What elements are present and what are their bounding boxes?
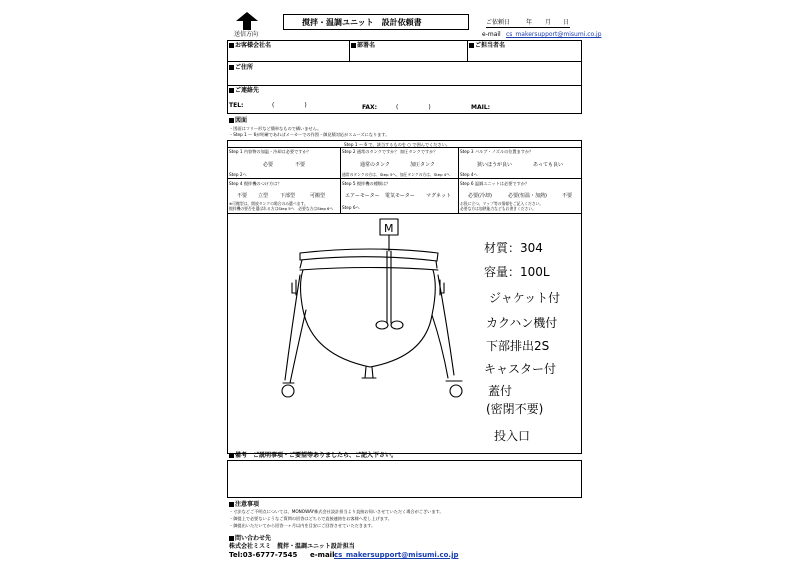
step6-question: Step 6 温調ユニットは必要ですか？ xyxy=(460,181,530,186)
contact-email-link[interactable]: cs_makersupport@misumi.co.jp xyxy=(334,551,459,559)
date-underline xyxy=(486,27,570,28)
step1-option-not-required[interactable]: 不要 xyxy=(295,162,306,168)
date-day: 日 xyxy=(563,19,570,26)
step5-option-air[interactable]: エアーモーター xyxy=(345,193,380,199)
contact-title: 問い合わせ先 xyxy=(229,535,271,542)
step4-question: Step 4 撹拌機のつけ方は？ xyxy=(229,181,282,186)
sketch-motor-label: M xyxy=(384,222,394,235)
step6-footnote-2: 必要な方は加熱能力などもお書きください。 xyxy=(460,206,536,211)
step6-footnote: お役に立つ、マップ等の情報をご記入ください。 xyxy=(460,201,544,206)
step5-footnote: Step 6へ xyxy=(342,205,360,210)
step1-option-required[interactable]: 必要 xyxy=(263,162,274,168)
step6-option-heating[interactable]: 必要(恒温・加熱) xyxy=(508,193,547,199)
date-month: 月 xyxy=(545,19,552,26)
tank-sketch xyxy=(270,215,475,410)
note-lid: 蓋付 xyxy=(488,384,513,398)
contact-email-label: e-mail: xyxy=(310,551,338,559)
header-email-label: e-mail xyxy=(482,31,501,38)
divider xyxy=(458,147,459,213)
step6-option-none[interactable]: 不要 xyxy=(562,193,573,199)
note-caster: キャスター付 xyxy=(484,362,557,376)
department-label: 部署名 xyxy=(351,42,375,49)
divider xyxy=(227,147,582,148)
note-capacity: 容量：100L xyxy=(484,265,550,279)
page-title: 撹拌・温調ユニット 設計依頼書 xyxy=(302,18,422,27)
remarks-title: 備考 ご説明事項・ご要望等ありましたら、ご記入下さい。 xyxy=(229,452,397,459)
divider xyxy=(227,61,582,62)
step1-question: Step 1 内容物の加温・冷却は必要ですか？ xyxy=(229,149,311,154)
fax-label: FAX: xyxy=(362,104,378,111)
divider xyxy=(227,85,582,86)
precaution-item-1: ・寸法などご不明点については、MONOWAY株式会社設計担当より直接お伺いさせていただく場合がございます。 xyxy=(229,509,444,514)
drawing-note-2: ・Step 1 ～ 6が明確であればメーカーでの作図・御見積対応がスムーズになります。 xyxy=(229,132,390,137)
note-jacket: ジャケット付 xyxy=(489,291,561,305)
person-label: ご担当者名 xyxy=(469,42,505,49)
divider xyxy=(467,40,468,61)
fax-parens: ( ) xyxy=(396,104,431,111)
step-header: Step 1 ～ 6 で、該当するものを ○ で囲んでください。 xyxy=(344,142,450,147)
step2-option-pressure[interactable]: 加圧タンク xyxy=(410,162,435,168)
remarks-box[interactable] xyxy=(227,460,582,498)
send-direction-label: 送信方向 xyxy=(234,31,259,38)
step1-footnote: Step 2へ xyxy=(229,172,247,177)
divider xyxy=(227,178,582,179)
divider xyxy=(227,213,582,214)
note-agitator: カクハン機付 xyxy=(486,316,558,330)
note-material: 材質：304 xyxy=(484,241,543,255)
step5-option-electric[interactable]: 電気モーター xyxy=(385,193,415,199)
contact-tel: Tel:03-6777-7545 xyxy=(229,551,298,559)
step2-question: Step 2 通常のタンクですか？ 加圧タンクですか？ xyxy=(342,149,438,154)
divider xyxy=(340,147,341,213)
contact-company: 株式会社ミスミ 撹拌・温調ユニット設計担当 xyxy=(229,543,355,550)
step4-option-none[interactable]: 不要 xyxy=(237,193,248,199)
step3-option-narrow[interactable]: 狭いほうが良い xyxy=(477,162,513,168)
contact-label: ご連絡先 xyxy=(229,87,259,94)
company-name-label: お客様会社名 xyxy=(229,42,271,49)
step4-footnote: ※可搬型は、開放タンクの場合のみ選べます。 xyxy=(229,201,308,206)
tel-parens: ( ) xyxy=(272,102,307,109)
step5-option-magnet[interactable]: マグネット xyxy=(426,193,451,199)
note-no-seal: (密閉不要) xyxy=(486,402,544,416)
drawing-section-title: 図面 xyxy=(229,117,247,124)
date-label: ご依頼日 xyxy=(486,19,511,26)
mail-label: MAIL: xyxy=(471,104,491,111)
send-direction-arrow-icon xyxy=(236,12,258,30)
address-label: ご住所 xyxy=(229,64,253,71)
step4-footnote-2: 撹拌機の要否を選ばれる方はStep 5へ 必要な方はStep 6へ xyxy=(229,206,334,211)
precautions-title: 注意事項 xyxy=(229,501,259,508)
note-inlet: 投入口 xyxy=(494,429,531,443)
divider xyxy=(349,40,350,61)
note-bottom-discharge: 下部排出2S xyxy=(486,339,550,353)
step6-option-cooling[interactable]: 必要(冷却) xyxy=(468,193,492,199)
step3-question: Step 3 バルブ・ノズルの位置ますか？ xyxy=(460,149,534,154)
date-year: 年 xyxy=(526,19,533,26)
precaution-item-3: ・御提出いただいてから回答一ヶ月以内を目安にご回答させていただきます。 xyxy=(229,523,376,528)
step5-question: Step 5 撹拌機の種類は？ xyxy=(342,181,391,186)
step2-footnote: 通常のタンクの方は、Step 3へ。加圧タンクの方は、Step 4へ xyxy=(342,172,450,177)
drawing-note-1: ・図面はフリー形など簡単なもので構いません。 xyxy=(229,126,322,131)
step4-option-portable[interactable]: 可搬型 xyxy=(310,193,326,199)
step3-footnote: Step 4へ xyxy=(460,172,478,177)
precaution-item-2: ・御提上で必要ないようなご質問の回答はどちらで直接連絡をお客様へ差し上げます。 xyxy=(229,516,392,521)
step2-option-normal[interactable]: 通常のタンク xyxy=(360,162,390,168)
step4-option-vertical[interactable]: 立型 xyxy=(258,193,269,199)
header-email-link[interactable]: cs_makersupport@misumi.co.jp xyxy=(506,31,602,38)
step4-option-bottom[interactable]: 下部型 xyxy=(280,193,296,199)
tel-label: TEL: xyxy=(229,102,244,109)
step3-option-ok[interactable]: あっても良い xyxy=(533,162,563,168)
